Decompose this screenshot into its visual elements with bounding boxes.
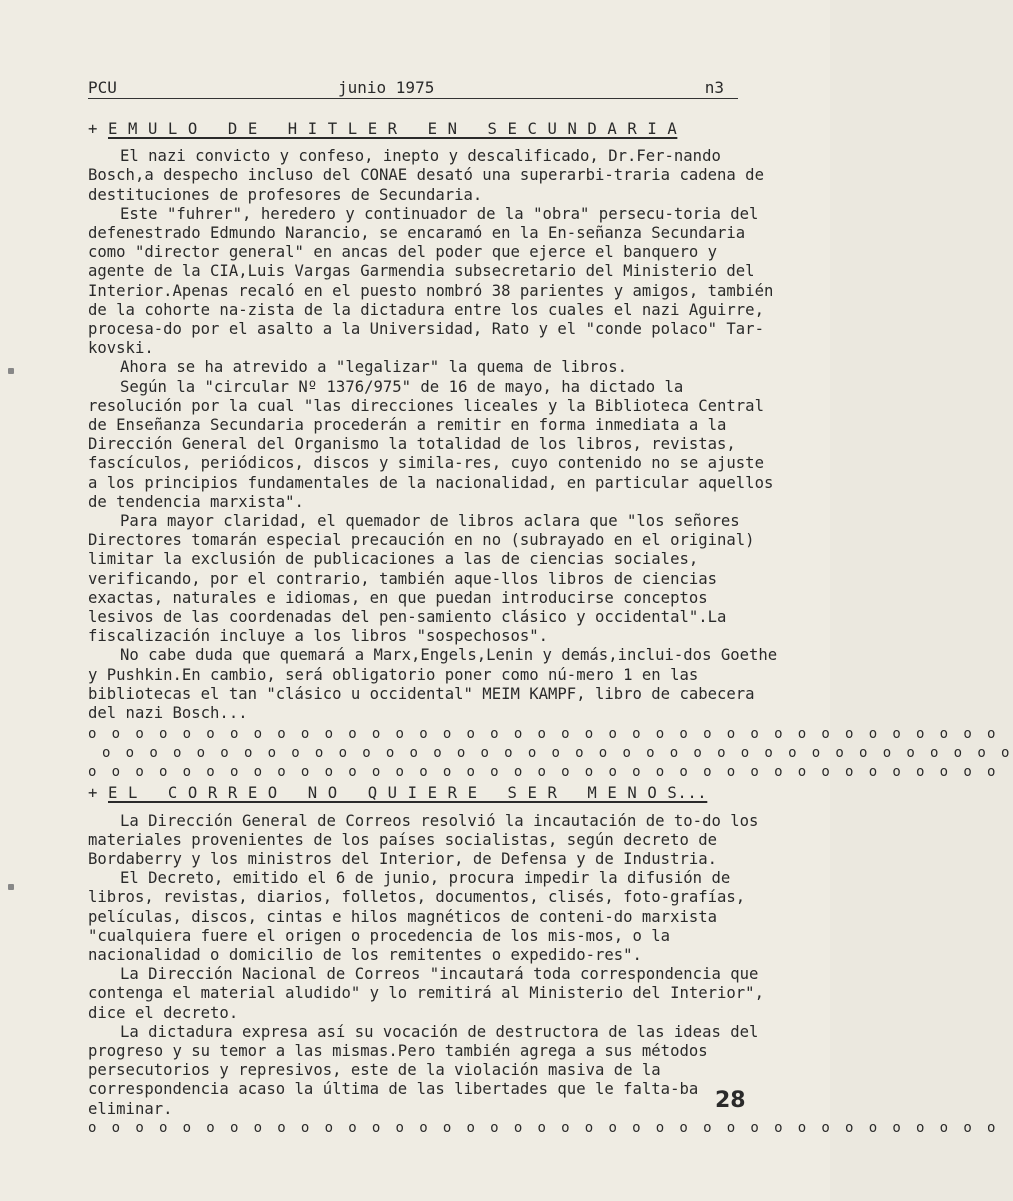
section-2-title-text: E L _ C O R R E O _ N O _ Q U I E R E _ S E R _ M E N O S... <box>108 784 708 803</box>
paragraph: Según la "circular Nº 1376/975" de 16 de mayo, ha dictado la resolución por la cual "las direcciones liceales y la Biblioteca Central de Enseñanza Secundaria procederán a remitir en forma inmediata a la Dirección General del Organismo la totalidad de los libros, revistas, fascículos, periódicos, discos y simila-res, cuyo contenido no se ajuste a los principios fundamentales de la nacionalidad, en particular aquellos de tendencia marxista". <box>88 377 774 511</box>
paragraph: Para mayor claridad, el quemador de libros aclara que "los señores Directores tomarán especial precaución en no (subrayado en el original) limitar la exclusión de publicaciones a las de ciencias sociales, verificando, por el contrario, también aque-llos libros de ciencias exactas, naturales e idiomas, en que puedan introducirse conceptos lesivos de las coordenadas del pen-samiento clásico y occidental".La fiscalización incluye a los libros "sospechosos". <box>88 512 755 646</box>
separator-line: o o o o o o o o o o o o o o o o o o o o o o o o o o o o o o o o o o o o o o o <box>88 764 999 781</box>
paragraph: Este "fuhrer", heredero y continuador de la "obra" persecu-toria del defenestrado Edmundo Narancio, se encaramó en la En-señanza Secundaria como "director general" en ancas del poder que ejerce el banquero y agente de la CIA,Luis Vargas Garmendia subsecretario del Ministerio del Interior.Apenas recaló en el puesto nombró 38 parientes y amigos, también de la cohorte na-zista de la dictadura entre los cuales el nazi Aguirre, procesa-do por el asalto a la Universidad, Rato y el "conde polaco" Tar-kovski. <box>88 204 774 358</box>
paragraph: La Dirección General de Correos resolvió la incautación de to-do los materiales provenientes de los países socialistas, según decreto de Bordaberry y los ministros del Interior, de Defensa y de Industria. <box>88 811 759 868</box>
section-1-text <box>88 147 778 723</box>
page-header <box>88 78 738 99</box>
section-1-title <box>88 120 778 139</box>
paragraph: La Dirección Nacional de Correos "incautará toda correspondencia que contenga el material aludido" y lo remitirá al Ministerio del Interior", dice el decreto. <box>88 965 764 1022</box>
section-2-title-prefix: + <box>88 784 98 803</box>
paragraph: Ahora se ha atrevido a "legalizar" la quema de libros. <box>120 358 627 377</box>
section-1-title-prefix: + <box>88 120 98 138</box>
margin-mark-icon <box>8 368 14 374</box>
section-2-text <box>88 812 778 1119</box>
section-2-title <box>88 784 778 803</box>
separator-block <box>88 725 1013 782</box>
section-1-title-text: E M U L O _ D E _ H I T L E R _ E N _ S E C U N D A R I A <box>108 120 678 138</box>
separator-line: o o o o o o o o o o o o o o o o o o o o o o o o o o o o o o o o o o o o o o o <box>102 745 1013 762</box>
separator-line: o o o o o o o o o o o o o o o o o o o o o o o o o o o o o o o o o o o o o o o <box>88 726 999 743</box>
page-number: 28 <box>715 1088 746 1113</box>
paragraph: No cabe duda que quemará a Marx,Engels,Lenin y demás,inclui-dos Goethe y Pushkin.En cambio, será obligatorio poner como nú-mero 1 en las bibliotecas el tan "clásico u occidental" MEIM KAMPF, libro de cabecera del nazi Bosch... <box>88 646 778 723</box>
separator-line: o o o o o o o o o o o o o o o o o o o o o o o o o o o o o o o o o o o o o o o <box>88 1119 999 1136</box>
paragraph: El nazi convicto y confeso, inepto y descalificado, Dr.Fer-nando Bosch,a despecho incluso del CONAE desató una superarbi-traria cadena de destituciones de profesores de Secundaria. <box>88 147 764 204</box>
header-publication: PCU <box>88 78 117 97</box>
header-date: junio 1975 <box>338 78 435 97</box>
paragraph: El Decreto, emitido el 6 de junio, procura impedir la difusión de libros, revistas, diarios, folletos, documentos, clisés, foto-grafías, películas, discos, cintas e hilos magnéticos de conteni-do marxista "cualquiera fuere el origen o procedencia de los mis-mos, o la nacionalidad o domicilio de los remitentes o expedido-res". <box>88 869 746 964</box>
header-issue: n3 <box>704 78 724 97</box>
article-body <box>88 120 1013 1138</box>
margin-mark-icon <box>8 884 14 890</box>
paragraph: La dictadura expresa así su vocación de destructora de las ideas del progreso y su temor a las mismas.Pero también agrega a sus métodos persecutorios y represivos, este de la violación masiva de la correspondencia acaso la última de las libertades que le falta-ba eliminar. <box>88 1022 759 1118</box>
